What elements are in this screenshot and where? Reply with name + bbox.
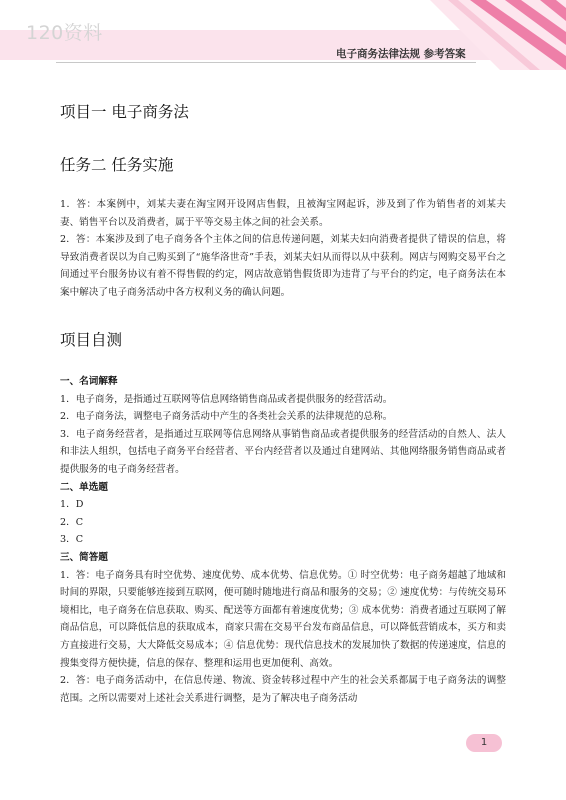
task-answer-2: 2．答：本案涉及到了电子商务各个主体之间的信息传递问题，刘某夫妇向消费者提供了错误的信息，将导致消费者误以为自己购买到了“施华洛世奇”手表，刘某夫妇从而得以从中获利。网店与网购交易平台之间通过平台服务协议有着不得售假的约定，网店故意销售假货即为违背了与平台的约定，电子商务法在本案中解决了电子商务活动中各方权利义务的确认问题。 bbox=[60, 234, 506, 298]
self-test-title: 项目自测 bbox=[60, 331, 123, 349]
task-answer-1: 1．答：本案例中，刘某夫妻在淘宝网开设网店售假，且被淘宝网起诉，涉及到了作为销售者的刘某夫妻、销售平台以及消费者，属于平等交易主体之间的社会关系。 bbox=[60, 199, 506, 228]
self-test-content bbox=[60, 373, 506, 707]
project-title: 项目一 电子商务法 bbox=[60, 103, 189, 121]
choice-answer: 3．C bbox=[60, 534, 84, 546]
terms-heading: 一、名词解释 bbox=[60, 376, 118, 387]
term-3: 3．电子商务经营者，是指通过互联网等信息网络从事销售商品或者提供服务的经营活动的自然人、法人和非法人组织，包括电子商务平台经营者、平台内经营者以及通过自建网站、其他网络服务销售商品或者提供服务的电子商务经营者。 bbox=[60, 428, 506, 475]
short-answer-1: 1．答：电子商务具有时空优势、速度优势、成本优势、信息优势。① 时空优势：电子商务超越了地域和时间的界限，只要能够连接到互联网，便可随时随地进行商品和服务的交易；② 速度优势：与传统交易环境相比，电子商务在信息获取、购买、配送等方面都有着速度优势；③ 成本优势：消费者通过互联网了解商品信息，可以降低信息的获取成本，商家只需在交易平台发布商品信息，可以降低营销成本，买方和卖方直接进行交易，大大降低交易成本；④ 信息优势：现代信息技术的发展加快了数据的传递速度，信息的搜集变得方便快捷，信息的保存、整理和运用也更加便利、高效。 bbox=[60, 569, 506, 669]
watermark: 120资料 bbox=[26, 22, 103, 44]
choice-answer: 1．D bbox=[60, 499, 84, 511]
page-number: 1 bbox=[466, 734, 502, 752]
task-title: 任务二 任务实施 bbox=[60, 156, 174, 174]
header-rule bbox=[56, 62, 476, 63]
short-answer-2: 2．答：电子商务活动中，在信息传递、物流、资金转移过程中产生的社会关系都属于电子商务法的调整范围。之所以需要对上述社会关系进行调整，是为了解决电子商务活动 bbox=[60, 675, 506, 704]
choice-heading: 二、单选题 bbox=[60, 481, 108, 493]
short-heading: 三、简答题 bbox=[60, 551, 108, 563]
choice-answer: 2．C bbox=[60, 516, 84, 528]
header-title: 电子商务法律法规 参考答案 bbox=[336, 48, 466, 60]
term-2: 2．电子商务法，调整电子商务活动中产生的各类社会关系的法律规范的总称。 bbox=[60, 411, 393, 423]
task-answers bbox=[60, 196, 506, 302]
term-1: 1．电子商务，是指通过互联网等信息网络销售商品或者提供服务的经营活动。 bbox=[60, 393, 393, 405]
